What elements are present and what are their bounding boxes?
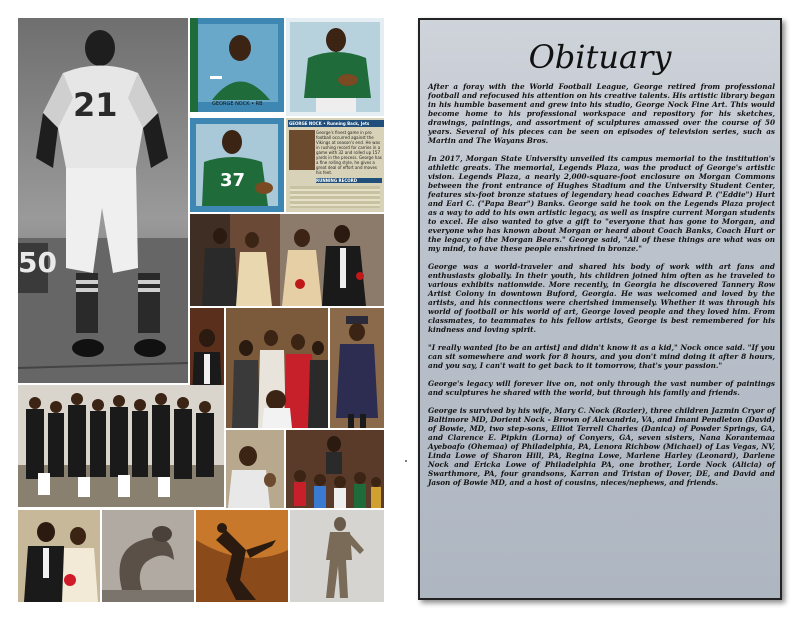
obituary-paragraph-6: George is survived by his wife, Mary C. Nock (Rozier), three children Jazmin Cryor of Baltimore MD, Dorient Nock - Brown of Alexandria, VA, and Imani Pendleton (David) of Bowie, MD, two step-sons, Elliot Terrell Charles (Danica) of Powder Springs, GA, and Clarence E. Pipkin (Lorna) of Conyers, GA, seven sisters, Nana Korantemaa Ayeboafo (Ohemaa) of Philadelphia, PA, Lenora Richbow (Michael) of Las Vegas, NV, Linda Lowe of Sharon Hill, PA, Regina Lowe, Marlene Harley (Leonard), Darlene Nock and Ericka Lowe of Philadelphia PA, one brother, Lorde Nock (Alicia) of Swarthmore, PA, four grandsons, Karran and Tristan of Dover, DE, and David and Jason of Bowie MD, and a host of cousins, nieces/nephews, and friends. xyxy=(428,406,775,487)
family-group-photo xyxy=(18,385,224,507)
obituary-paragraph-5: George's legacy will forever live on, not only through the vast number of paintings and sculptures he shared with the world, but through his family and friends. xyxy=(428,379,775,397)
trading-card-photo-1 xyxy=(190,18,284,112)
obituary-body xyxy=(428,82,775,496)
painting-photo xyxy=(196,510,288,602)
party-photo-3 xyxy=(330,308,384,428)
page-dot xyxy=(405,460,407,462)
card-back-stats-table xyxy=(290,186,380,208)
trading-card-photo-2 xyxy=(286,18,384,116)
sculpture-photo-2 xyxy=(290,510,384,602)
trading-card-caption: GEORGE NOCK • RB xyxy=(212,101,263,107)
obituary-panel xyxy=(418,18,782,600)
jersey-number: 21 xyxy=(73,86,118,124)
trading-card-photo-3 xyxy=(190,118,284,212)
trading-card-back xyxy=(286,118,384,212)
couple-photo xyxy=(18,510,100,602)
obituary-paragraph-1: After a foray with the World Football League, George retired from professional football and refocused his attention on his creative talents. His artistic library began in his humble basement and grew into his studio, George Nock Fine Art. This would become home to his professional workspace and repository for his sketches, drawings, paintings, and assortment of sculptures amassed over the course of 50 years. Several of his pieces can be seen on episodes of television series, such as Martin and The Wayans Bros. xyxy=(428,82,775,145)
card-back-header: GEORGE NOCK • Running Back, Jets xyxy=(288,120,384,127)
celebration-photo xyxy=(190,214,384,306)
obituary-paragraph-2: In 2017, Morgan State University unveiled its campus memorial to the institution's athletic greats. The memorial, Legends Plaza, was the product of George's artistic vision. Legends Plaza, a nearly 2,000-square-foot enclosure on Morgan Commons between the front entrance of Hughes Stadium and the University Student Center, features six-foot bronze statues of legendary head coaches Edward P. ("Eddie") Hurt and Earl C. ("Papa Bear") Banks. George said he took on the Legends Plaza project as a way to add to his own artistic legacy, as well as inspire current Morgan students to excel. He also wanted to give a gift to "everyone that has gone to Morgan, and everyone who has known about Morgan or heard about Coach Banks, Coach Hurt or the legacy of the Morgan Bears." George said, "All of these things are what was on my mind, to have these people enshrined in bronze." xyxy=(428,154,775,253)
photo-collage xyxy=(18,18,384,602)
sculpture-photo-1 xyxy=(102,510,194,602)
card-back-footer: RUNNING RECORD xyxy=(316,178,382,183)
obituary-title: Obituary xyxy=(528,38,672,76)
card-back-text: George's finest game in pro football occurred against the Vikings at season's end. He was in rushing record for carries in a game with 32 and rolled up 157 yards in the process. George has a fine rolling style, he gives a great deal of effort and moves his feet. xyxy=(316,130,382,175)
football-player-photo xyxy=(18,18,188,383)
card-jersey-number: 37 xyxy=(220,170,246,191)
obituary-paragraph-4: "I really wanted [to be an artist] and didn't know it as a kid," Nock once said. "If you can sit somewhere and work for 8 hours, and you don't mind doing it after 8 hours, and you say, I can't wait to get back to it tomorrow, that's your passion." xyxy=(428,343,775,370)
party-photo-2 xyxy=(226,308,328,428)
obituary-paragraph-3: George was a world-traveler and shared his body of work with art fans and enthusiasts globally. In their youth, his children joined him often as he traveled to various exhibits nationwide. More recently, in Georgia he discovered Tannery Row Artist Colony in downtown Buford, Georgia. He was welcomed and loved by the artists, and his connections were cherished immensely. Whether it was through his world of football or his world of art, George loved people and they loved him. From classmates, to teammates to his fellow artists, George is best remembered for his kindness and loving spirit. xyxy=(428,262,775,334)
kids-photo xyxy=(286,430,384,508)
grandparent-photo xyxy=(226,430,284,508)
stadium-number: 50 xyxy=(18,246,57,279)
card-back-portrait xyxy=(289,130,315,170)
